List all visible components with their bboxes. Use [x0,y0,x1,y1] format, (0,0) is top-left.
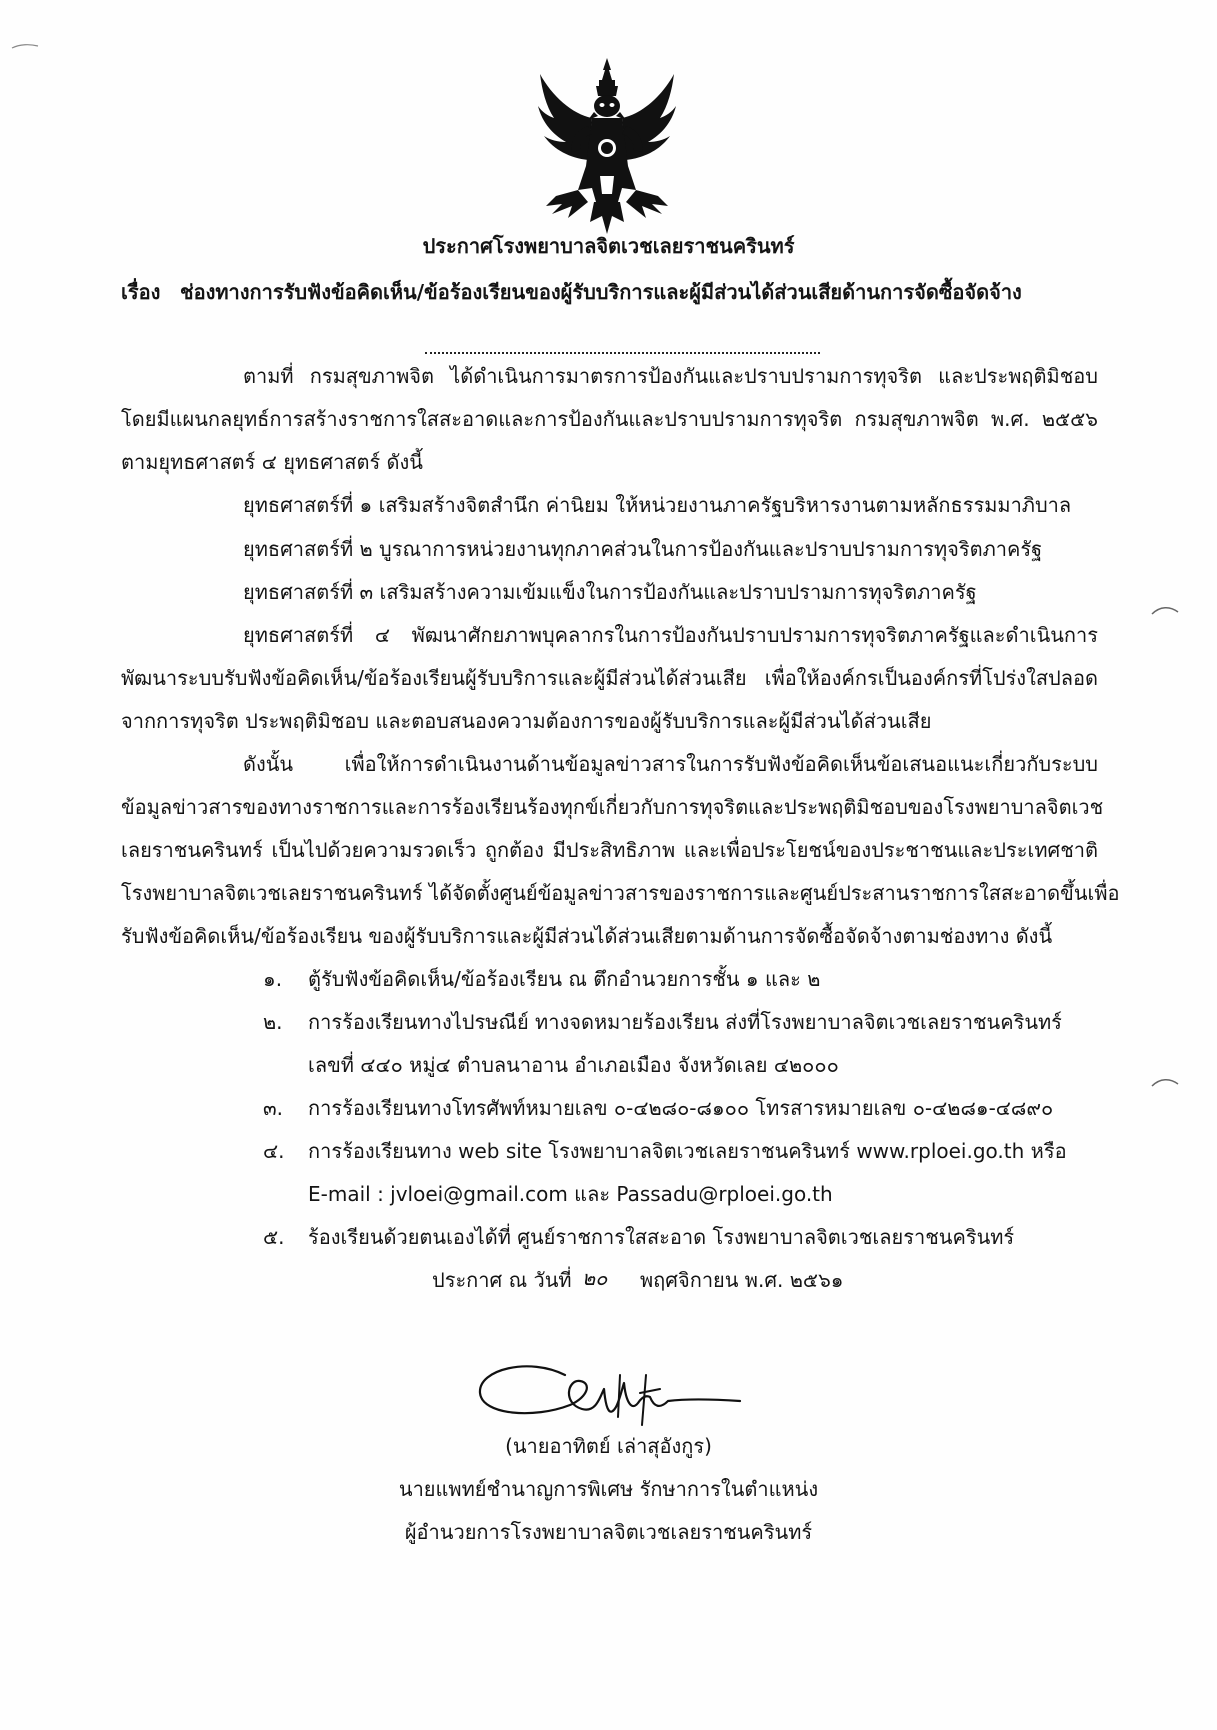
announce-date-day: ๒๐ [582,1266,608,1290]
strategy-1: ยุทธศาสตร์ที่ ๑ เสริมสร้างจิตสำนึก ค่านิยม ให้หน่วยงานภาครัฐบริหารงานตามหลักธรรมมาภิบาล [243,493,1072,517]
strategy-4-cont-2: จากการทุจริต ประพฤติมิชอบ และตอบสนองความต้องการของผู้รับบริการและผู้มีส่วนได้ส่วนเสีย [121,709,932,733]
announce-date-prefix: ประกาศ ณ วันที่ [432,1268,572,1292]
channel-4-number: ๔. [263,1139,285,1163]
handwritten-signature [470,1345,750,1435]
channel-4-text-cont: E-mail : jvloei@gmail.com และ Passadu@rploei.go.th [308,1182,833,1206]
para2-line-5: รับฟังข้อคิดเห็น/ข้อร้องเรียน ของผู้รับบริการและผู้มีส่วนได้ส่วนเสียตามด้านการจัดซื้อจัดจ้างตามช่องทาง ดังนี้ [121,924,1053,948]
subject-label: เรื่อง [121,280,161,304]
channel-3-text: การร้องเรียนทางโทรศัพท์หมายเลข ๐-๔๒๘๐-๘๑๐๐ โทรสารหมายเลข ๐-๔๒๘๑-๔๘๙๐ [308,1096,1054,1120]
garuda-emblem-icon [532,56,682,238]
scan-mark [1150,1076,1180,1088]
subject-text: ช่องทางการรับฟังข้อคิดเห็น/ข้อร้องเรียนของผู้รับบริการและผู้มีส่วนได้ส่วนเสียด้านการจัดซื้อจัดจ้าง [180,280,1022,304]
signer-name: (นายอาทิตย์ เล่าสุอังกูร) [505,1434,712,1458]
para1-line-3: ตามยุทธศาสตร์ ๔ ยุทธศาสตร์ ดังนี้ [121,450,423,474]
para2-line-4: โรงพยาบาลจิตเวชเลยราชนครินทร์ ได้จัดตั้งศูนย์ข้อมูลข่าวสารของราชการและศูนย์ประสานราชการใสสะอาดขึ้นเพื่อ [121,881,1120,905]
title-divider [425,352,820,354]
announcement-title: ประกาศโรงพยาบาลจิตเวชเลยราชนครินทร์ [422,234,795,258]
signer-position-1: นายแพทย์ชำนาญการพิเศษ รักษาการในตำแหน่ง [398,1477,819,1501]
para2-line-3: เลยราชนครินทร์ เป็นไปด้วยความรวดเร็ว ถูกต้อง มีประสิทธิภาพ และเพื่อประโยชน์ของประชาชนและประเทศชาติ [121,838,1098,862]
channel-5-text: ร้องเรียนด้วยตนเองได้ที่ ศูนย์ราชการใสสะอาด โรงพยาบาลจิตเวชเลยราชนครินทร์ [308,1225,1015,1249]
strategy-2: ยุทธศาสตร์ที่ ๒ บูรณาการหน่วยงานทุกภาคส่วนในการป้องกันและปราบปรามการทุจริตภาครัฐ [243,537,1043,561]
scan-mark [1150,604,1180,616]
channel-2-number: ๒. [263,1010,283,1034]
strategy-3: ยุทธศาสตร์ที่ ๓ เสริมสร้างความเข้มแข็งในการป้องกันและปราบปรามการทุจริตภาครัฐ [243,580,977,604]
para1-line-2: โดยมีแผนกลยุทธ์การสร้างราชการใสสะอาดและการป้องกันและปราบปรามการทุจริต กรมสุขภาพจิต พ.ศ. ๒๕๕๖ [121,407,1098,431]
channel-5-number: ๕. [263,1225,285,1249]
scan-mark [10,40,40,52]
channel-1-text: ตู้รับฟังข้อคิดเห็น/ข้อร้องเรียน ณ ตึกอำนวยการชั้น ๑ และ ๒ [308,967,821,991]
para2-line-2: ข้อมูลข่าวสารของทางราชการและการร้องเรียนร้องทุกข์เกี่ยวกับการทุจริตและประพฤติมิชอบของโรงพยาบาลจิตเวช [121,795,1104,819]
para1-line-1: ตามที่ กรมสุขภาพจิต ได้ดำเนินการมาตรการป้องกันและปราบปรามการทุจริต และประพฤติมิชอบ [243,364,1098,388]
channel-2-text: การร้องเรียนทางไปรษณีย์ ทางจดหมายร้องเรียน ส่งที่โรงพยาบาลจิตเวชเลยราชนครินทร์ [308,1010,1062,1034]
para2-line-1: ดังนั้น เพื่อให้การดำเนินงานด้านข้อมูลข่าวสารในการรับฟังข้อคิดเห็นข้อเสนอแนะเกี่ยวกับระบบ [243,752,1098,776]
announce-date-suffix: พฤศจิกายน พ.ศ. ๒๕๖๑ [640,1268,844,1292]
channel-1-number: ๑. [263,967,283,991]
strategy-4-cont-1: พัฒนาระบบรับฟังข้อคิดเห็น/ข้อร้องเรียนผู้รับบริการและผู้มีส่วนได้ส่วนเสีย เพื่อให้องค์กรเป็นองค์กรที่โปร่งใสปลอด [121,666,1098,690]
strategy-4: ยุทธศาสตร์ที่ ๔ พัฒนาศักยภาพบุคลากรในการป้องกันปราบปรามการทุจริตภาครัฐและดำเนินการ [243,623,1098,647]
signer-position-2: ผู้อำนวยการโรงพยาบาลจิตเวชเลยราชนครินทร์ [404,1520,813,1544]
channel-4-text: การร้องเรียนทาง web site โรงพยาบาลจิตเวชเลยราชนครินทร์ www.rploei.go.th หรือ [308,1139,1067,1163]
channel-3-number: ๓. [263,1096,284,1120]
channel-2-text-cont: เลขที่ ๔๔๐ หมู่๔ ตำบลนาอาน อำเภอเมือง จังหวัดเลย ๔๒๐๐๐ [308,1053,839,1077]
